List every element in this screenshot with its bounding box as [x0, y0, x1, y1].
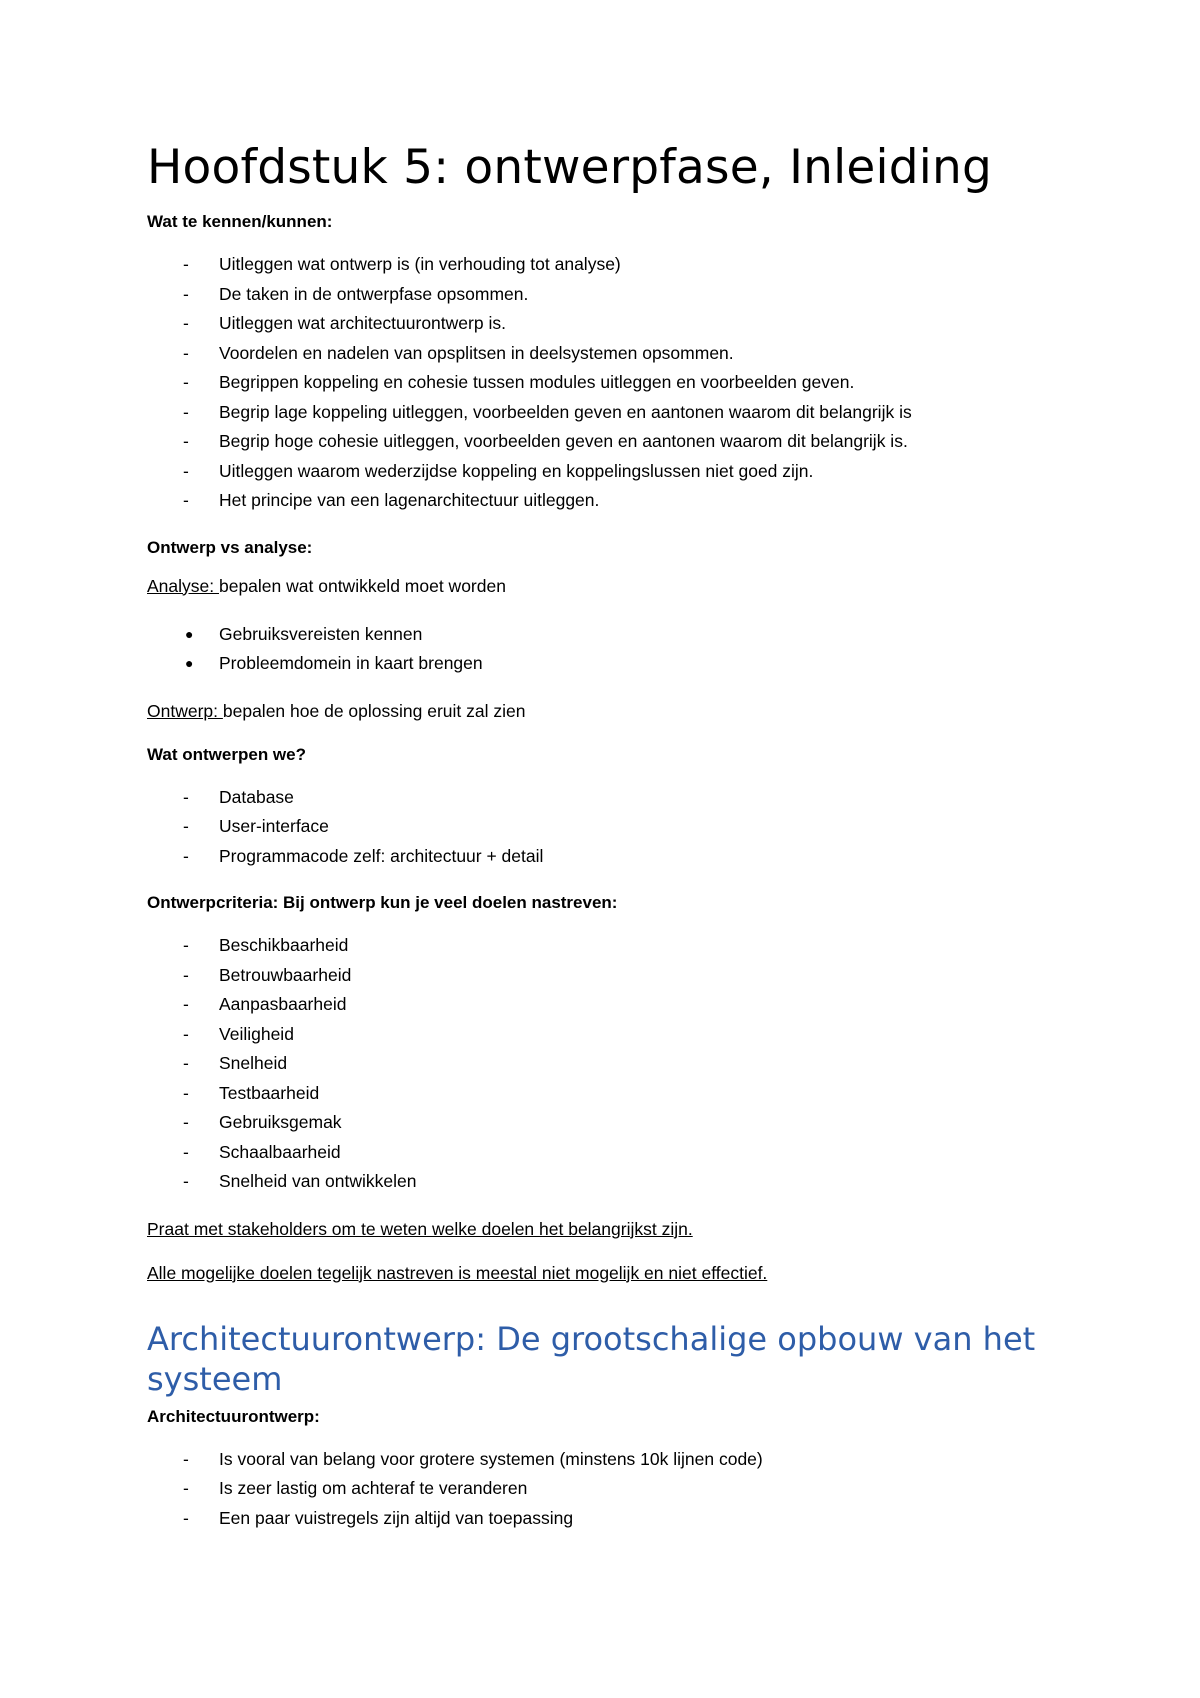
list-item: - Begrippen koppeling en cohesie tussen modules uitleggen en voorbeelden geven. — [147, 368, 1077, 398]
dash-marker: - — [183, 1478, 189, 1498]
list-item: - Snelheid — [147, 1049, 1077, 1079]
list-item: - Programmacode zelf: architectuur + detail — [147, 842, 1077, 872]
dash-marker: - — [183, 1053, 189, 1073]
dash-marker: - — [183, 935, 189, 955]
dash-marker: - — [183, 1171, 189, 1191]
dash-marker: - — [183, 372, 189, 392]
dash-marker: - — [183, 1141, 189, 1162]
list-item: - Begrip lage koppeling uitleggen, voorbeelden geven en aantonen waarom dit belangrijk is — [147, 398, 1077, 428]
dash-marker: - — [183, 283, 189, 304]
dash-marker: - — [183, 342, 189, 363]
list-item: - Uitleggen wat ontwerp is (in verhouding tot analyse) — [147, 250, 1077, 280]
architectuur-list — [147, 1445, 1077, 1534]
ontwerp-text: bepalen hoe de oplossing eruit zal zien — [222, 700, 526, 721]
list-item: - Testbaarheid — [147, 1079, 1077, 1109]
list-item: - Database — [147, 783, 1077, 813]
document-content — [147, 140, 1077, 1555]
analyse-list — [147, 620, 1077, 679]
list-item: - Beschikbaarheid — [147, 931, 1077, 961]
list-item: ● Probleemdomein in kaart brengen — [147, 649, 1077, 679]
list-item: - Snelheid van ontwikkelen — [147, 1167, 1077, 1197]
list-item: ● Gebruiksvereisten kennen — [147, 620, 1077, 650]
architectuur-subheading: Architectuurontwerp: — [147, 1406, 320, 1426]
dash-marker: - — [183, 460, 189, 481]
bullet-marker: ● — [185, 625, 194, 642]
list-item: - Voordelen en nadelen van opsplitsen in deelsystemen opsommen. — [147, 339, 1077, 369]
criteria-list — [147, 931, 1077, 1197]
kennen-list — [147, 250, 1077, 516]
list-item: - Is zeer lastig om achteraf te veranderen — [147, 1474, 1077, 1504]
analyse-paragraph — [147, 576, 1077, 596]
dash-marker: - — [183, 313, 189, 333]
dash-marker: - — [183, 786, 189, 807]
architectuur-heading — [147, 1319, 1077, 1399]
list-item: - User-interface — [147, 812, 1077, 842]
bullet-marker: ● — [185, 655, 194, 671]
dash-marker: - — [183, 845, 189, 866]
list-item: - Begrip hoge cohesie uitleggen, voorbeelden geven en aantonen waarom dit belangrijk is. — [147, 427, 1077, 457]
analyse-text: bepalen wat ontwikkeld moet worden — [218, 575, 506, 596]
list-item: - Gebruiksgemak — [147, 1108, 1077, 1138]
dash-marker: - — [183, 1082, 189, 1103]
dash-marker: - — [183, 994, 189, 1014]
dash-marker: - — [183, 1112, 189, 1132]
wat-heading: Wat ontwerpen we? — [147, 744, 306, 764]
dash-marker: - — [183, 431, 189, 451]
dash-marker: - — [183, 1023, 189, 1044]
list-item: - Schaalbaarheid — [147, 1138, 1077, 1168]
dash-marker: - — [183, 1448, 189, 1469]
dash-marker: - — [183, 490, 189, 510]
stakeholders-note: Praat met stakeholders om te weten welke doelen het belangrijkst zijn. — [147, 1218, 693, 1239]
dash-marker: - — [183, 816, 189, 836]
dash-marker: - — [183, 401, 189, 422]
list-item: - Betrouwbaarheid — [147, 961, 1077, 991]
kennen-heading: Wat te kennen/kunnen: — [147, 212, 333, 231]
list-item: - Het principe van een lagenarchitectuur uitleggen. — [147, 486, 1077, 516]
wat-list — [147, 783, 1077, 872]
ontwerp-paragraph — [147, 701, 1077, 721]
dash-marker: - — [183, 964, 189, 985]
architectuur-heading-line1: Architectuurontwerp: De grootschalige opbouw van het — [147, 1319, 1036, 1358]
page-title: Hoofdstuk 5: ontwerpfase, Inleiding — [147, 140, 993, 195]
list-item: - Aanpasbaarheid — [147, 990, 1077, 1020]
list-item: - Een paar vuistregels zijn altijd van toepassing — [147, 1504, 1077, 1534]
list-item: - Is vooral van belang voor grotere systemen (minstens 10k lijnen code) — [147, 1445, 1077, 1475]
dash-marker: - — [183, 254, 189, 274]
dash-marker: - — [183, 1507, 189, 1528]
ontwerp-label: Ontwerp: — [147, 700, 223, 721]
analyse-label: Analyse: — [147, 575, 219, 596]
list-item: - Veiligheid — [147, 1020, 1077, 1050]
architectuur-heading-line2: systeem — [147, 1359, 283, 1398]
criteria-heading: Ontwerpcriteria: Bij ontwerp kun je veel doelen nastreven: — [147, 893, 618, 912]
vs-heading: Ontwerp vs analyse: — [147, 537, 313, 557]
list-item: - Uitleggen wat architectuurontwerp is. — [147, 309, 1077, 339]
doelen-note: Alle mogelijke doelen tegelijk nastreven is meestal niet mogelijk en niet effectief. — [147, 1262, 768, 1283]
list-item: - De taken in de ontwerpfase opsommen. — [147, 280, 1077, 310]
list-item: - Uitleggen waarom wederzijdse koppeling en koppelingslussen niet goed zijn. — [147, 457, 1077, 487]
